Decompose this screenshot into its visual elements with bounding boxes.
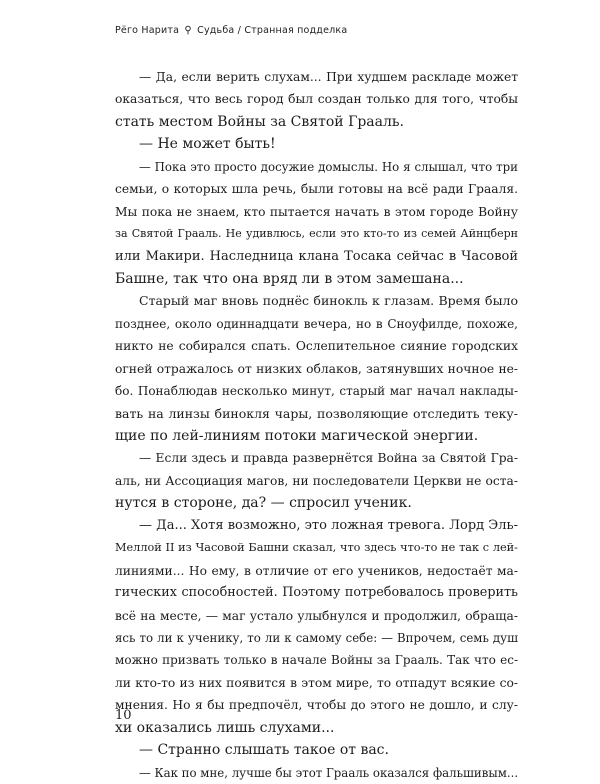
text-line: — Пока это просто досужие домыслы. Но я слышал, что три [139, 159, 518, 174]
text-line: всё на месте, — маг устало улыбнулся и продолжил, обраща- [115, 608, 518, 623]
body-text [115, 66, 518, 784]
header-series: Судьба [197, 25, 235, 36]
text-line: — Как по мне, лучше бы этот Грааль оказался фальшивым... [139, 765, 518, 780]
text-line: ли кто-то из них появится в этом мире, то отпадут всякие со- [115, 675, 518, 690]
text-line: линиями... Но ему, в отличие от его учеников, недостаёт ма- [115, 563, 518, 578]
text-line: стать местом Войны за Святой Грааль. [115, 113, 404, 130]
fate-symbol-icon: ⚲ [184, 25, 192, 36]
header-title: Странная подделка [244, 25, 348, 36]
text-line: бо. Понаблюдав несколько минут, старый маг начал наклады- [115, 384, 518, 399]
text-line: Старый маг вновь поднёс бинокль к глазам. Время было [139, 293, 518, 309]
text-line: никто не собирался спать. Ослепительное сияние городских [115, 339, 518, 354]
text-line: аль, ни Ассоциация магов, ни последователи Церкви не оста- [115, 473, 518, 488]
header-separator: / [237, 25, 242, 36]
text-line: Меллой II из Часовой Башни сказал, что здесь что-то не так с лей- [115, 541, 518, 555]
text-line: щие по лей-линиям потоки магической энергии. [115, 428, 479, 444]
text-line: или Макири. Наследница клана Тосака сейчас в Часовой [115, 248, 518, 264]
text-line: мнения. Но я бы предпочёл, чтобы до этого не дошло, и слу- [115, 698, 518, 713]
text-line: Башне, так что она вряд ли в этом замешана... [115, 270, 464, 287]
header-author: Рёго Нарита [115, 25, 180, 36]
text-line: можно призвать только в начале Войны за Грааль. Так что ес- [115, 653, 518, 668]
text-line: — Странно слышать такое от вас. [139, 742, 389, 759]
text-line: за Святой Грааль. Не удивлюсь, если это кто-то из семей Айнцберн [115, 227, 518, 241]
text-line: ясь то ли к ученику, то ли к самому себе: — Впрочем, семь душ [115, 630, 518, 645]
text-line: Мы пока не знаем, кто пытается начать в этом городе Войну [115, 204, 518, 219]
text-line: позднее, около одиннадцати вечера, но в Сноуфилде, похоже, [115, 316, 518, 331]
text-line: хи оказались лишь слухами... [115, 719, 335, 736]
text-line: гических способностей. Поэтому потребовалось проверить [115, 585, 518, 601]
text-line: нутся в стороне, да? — спросил ученик. [115, 495, 412, 512]
text-line: оказаться, что весь город был создан только для того, чтобы [115, 92, 518, 107]
text-line: — Да... Хотя возможно, это ложная тревога. Лорд Эль- [139, 517, 518, 533]
text-line: семьи, о которых шла речь, были готовы на всё ради Грааля. [115, 182, 518, 197]
running-head [115, 25, 347, 36]
text-line: — Если здесь и правда развернётся Война за Святой Гра- [139, 451, 518, 466]
page-number: 10 [115, 708, 132, 723]
text-line: — Да, если верить слухам... При худшем раскладе может [139, 70, 518, 84]
text-line: огней отражалось от низких облаков, затянувших ночное не- [115, 361, 518, 376]
text-line: вать на линзы бинокля чары, позволяющие отследить теку- [115, 405, 518, 421]
text-line: — Не может быть! [139, 136, 276, 153]
